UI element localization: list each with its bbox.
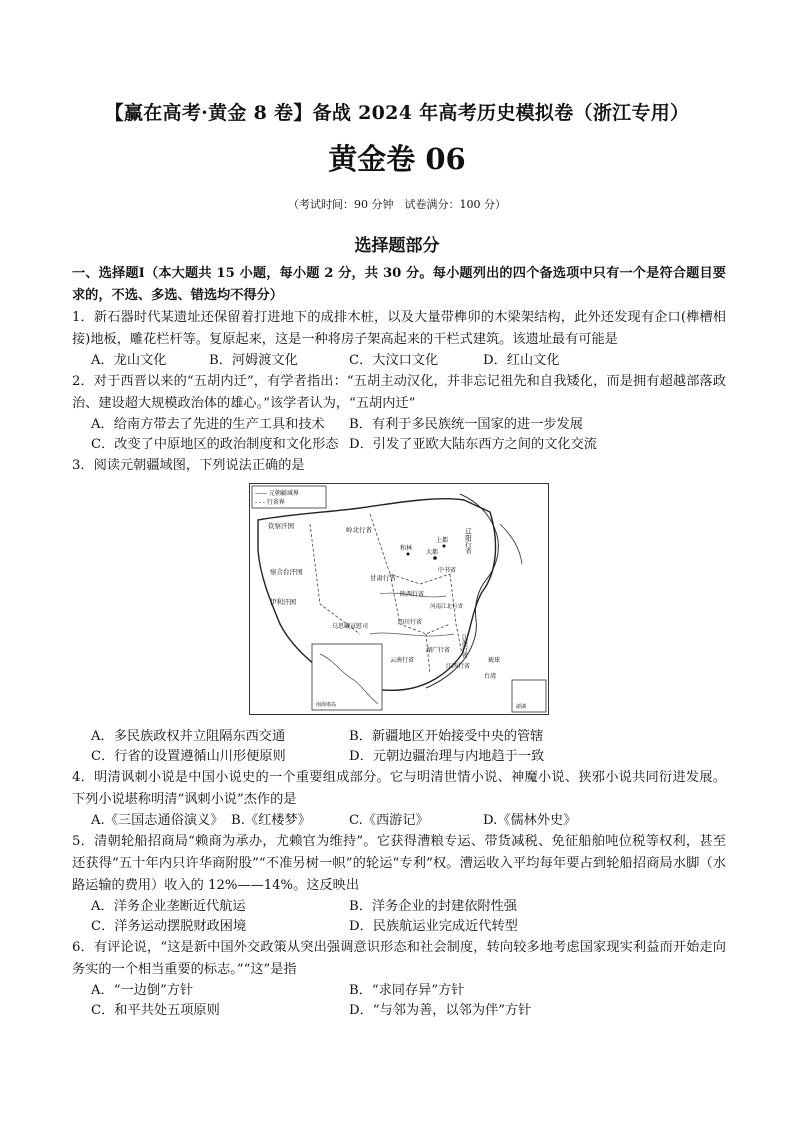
map-label-huguang: 湖广行省 [426, 647, 451, 654]
map-label-shangdu: 上都 [436, 537, 449, 544]
q2-option-d[interactable]: D．引发了亚欧大陆东西方之间的文化交流 [349, 437, 597, 452]
map-label-helin: 和林 [400, 545, 413, 552]
q5-option-d[interactable]: D．民族航运业完成近代转型 [349, 919, 518, 934]
question-2-options [72, 415, 726, 455]
exam-time-info: （考试时间：90 分钟 试卷满分：100 分） [288, 198, 506, 211]
question-5-stem: 5．清朝轮船招商局“赖商为承办，尤赖官为维持”。它获得漕粮专运、带货减税、免征船舶吨位税等权利，甚至还获得“五十年内只许华商附股”“不准另树一帜”的轮运“专利”权。漕运收入平均每年要占到轮船招商局水脚（水路运输的费用）收入的 12%——14%。这反映出 [72, 834, 726, 893]
map-container [72, 483, 726, 721]
question-3-stem: 3．阅读元朝疆域图，下列说法正确的是 [72, 458, 305, 473]
map-label-jiangzhe: 江浙行省 [460, 634, 468, 658]
q5-option-a[interactable]: A．洋务企业垄断近代航运 [91, 899, 246, 914]
question-3-options [72, 727, 726, 767]
map-label-liaoyang: 辽阳行省 [464, 528, 472, 554]
q3-option-a[interactable]: A．多民族政权并立阻隔东西交通 [91, 729, 286, 744]
question-6-stem: 6．有评论说，“这是新中国外交政策从突出强调意识形态和社会制度，转向较多地考虑国家现实利益而开始走向务实的一个相当重要的标志。”“这”是指 [72, 940, 726, 977]
map-label-jiangxi: 江西行省 [446, 663, 471, 670]
q1-option-c[interactable]: C．大汶口文化 [349, 353, 439, 368]
question-4-stem: 4．明清讽刺小说是中国小说史的一个重要组成部分。它与明清世情小说、神魔小说、狭邪小说共同衍进发展。下列小说堪称明清“讽刺小说”杰作的是 [72, 770, 726, 807]
map-label-shaanxi: 陕西行省 [400, 591, 425, 598]
map-label-dadu: 大都 [426, 549, 439, 556]
q4-option-c[interactable]: C.《西游记》 [349, 813, 429, 828]
map-legend-province: - - - 行省界 [255, 499, 285, 506]
map-label-zhongshu: 中书省 [438, 567, 457, 574]
instructions: 一、选择题Ⅰ（本大题共 15 小题，每小题 2 分，共 30 分。每小题列出的四个备选项中只有一个是符合题目要求的，不选、多选、错选均不得分） [72, 266, 726, 303]
q5-option-b[interactable]: B．洋务企业的封建依附性强 [349, 899, 517, 914]
question-body [72, 263, 726, 1021]
map-legend-border: —— 元朝疆域界 [255, 490, 299, 497]
q6-option-b[interactable]: B．“求同存异”方针 [349, 983, 465, 998]
q2-option-a[interactable]: A．给南方带去了先进的生产工具和技术 [91, 417, 325, 432]
q3-option-d[interactable]: D．元朝边疆治理与内地趋于一致 [349, 749, 545, 764]
map-label-taiwan: 台湾 [484, 673, 497, 680]
q1-option-d[interactable]: D．红山文化 [483, 353, 560, 368]
paper-subtitle: 黄金卷 06 [328, 142, 466, 176]
map-label-lingbei: 岭北行省 [346, 526, 372, 534]
question-6-options [72, 981, 726, 1021]
section-title: 选择题部分 [354, 236, 440, 256]
map-inset-label: 南海诸岛 [316, 702, 337, 708]
map-label-kipchak: 钦察汗国 [268, 522, 294, 530]
q2-option-c[interactable]: C．改变了中原地区的政治制度和文化形态 [91, 437, 339, 452]
q6-option-d[interactable]: D．“与邻为善，以邻为伴”方针 [349, 1003, 532, 1018]
question-4-options [72, 811, 726, 831]
map-label-ilkhan: 伊利汗国 [270, 598, 296, 606]
q5-option-c[interactable]: C．洋务运动摆脱财政困境 [91, 919, 247, 934]
map-label-yunnan: 云南行省 [390, 657, 415, 664]
map-label-gansu: 甘肃行省 [370, 574, 396, 582]
map-label-chagatai: 察合台汗国 [270, 568, 303, 576]
q1-option-b[interactable]: B．河姆渡文化 [209, 353, 298, 368]
map-label-sichuan: 四川行省 [398, 619, 423, 626]
yuan-dynasty-map [249, 483, 549, 715]
map-label-henan: 河南江北行省 [430, 604, 464, 610]
q1-option-a[interactable]: A．龙山文化 [91, 353, 167, 368]
q4-option-b[interactable]: B.《红楼梦》 [231, 813, 311, 828]
q4-option-d[interactable]: D.《儒林外史》 [483, 813, 577, 828]
question-1-options [72, 351, 726, 371]
q3-option-c[interactable]: C．行省的设置遵循山川形便原则 [91, 749, 286, 764]
map-label-penghu: 澎湖 [516, 704, 527, 710]
question-5-options [72, 897, 726, 937]
question-1-stem: 1．新石器时代某遗址还保留着打进地下的成排木桩，以及大量带榫卯的木梁架结构，此外还发现有企口(榫槽相接)地板，雕花栏杆等。复原起来，这是一种将房子架高起来的干栏式建筑。该遗址最有可能是 [72, 310, 726, 347]
map-label-wusizang: 乌思藏宣慰司 [332, 623, 369, 630]
exam-title: 【赢在高考·黄金 8 卷】备战 2024 年高考历史模拟卷（浙江专用） [104, 102, 690, 124]
q4-option-a[interactable]: A.《三国志通俗演义》 [91, 813, 224, 828]
question-2-stem: 2．对于西晋以来的“五胡内迁”，有学者指出：“五胡主动汉化，并非忘记祖先和自我矮化，而是拥有超越部落政治、建设超大规模政治体的雄心。”该学者认为，“五胡内迁” [72, 374, 726, 411]
q3-option-b[interactable]: B．新疆地区开始接受中央的管辖 [349, 729, 544, 744]
q6-option-a[interactable]: A．“一边倒”方针 [91, 983, 194, 998]
q2-option-b[interactable]: B．有利于多民族统一国家的进一步发展 [349, 417, 583, 432]
q6-option-c[interactable]: C．和平共处五项原则 [91, 1003, 220, 1018]
map-label-liuqiu: 琉球 [488, 657, 501, 664]
